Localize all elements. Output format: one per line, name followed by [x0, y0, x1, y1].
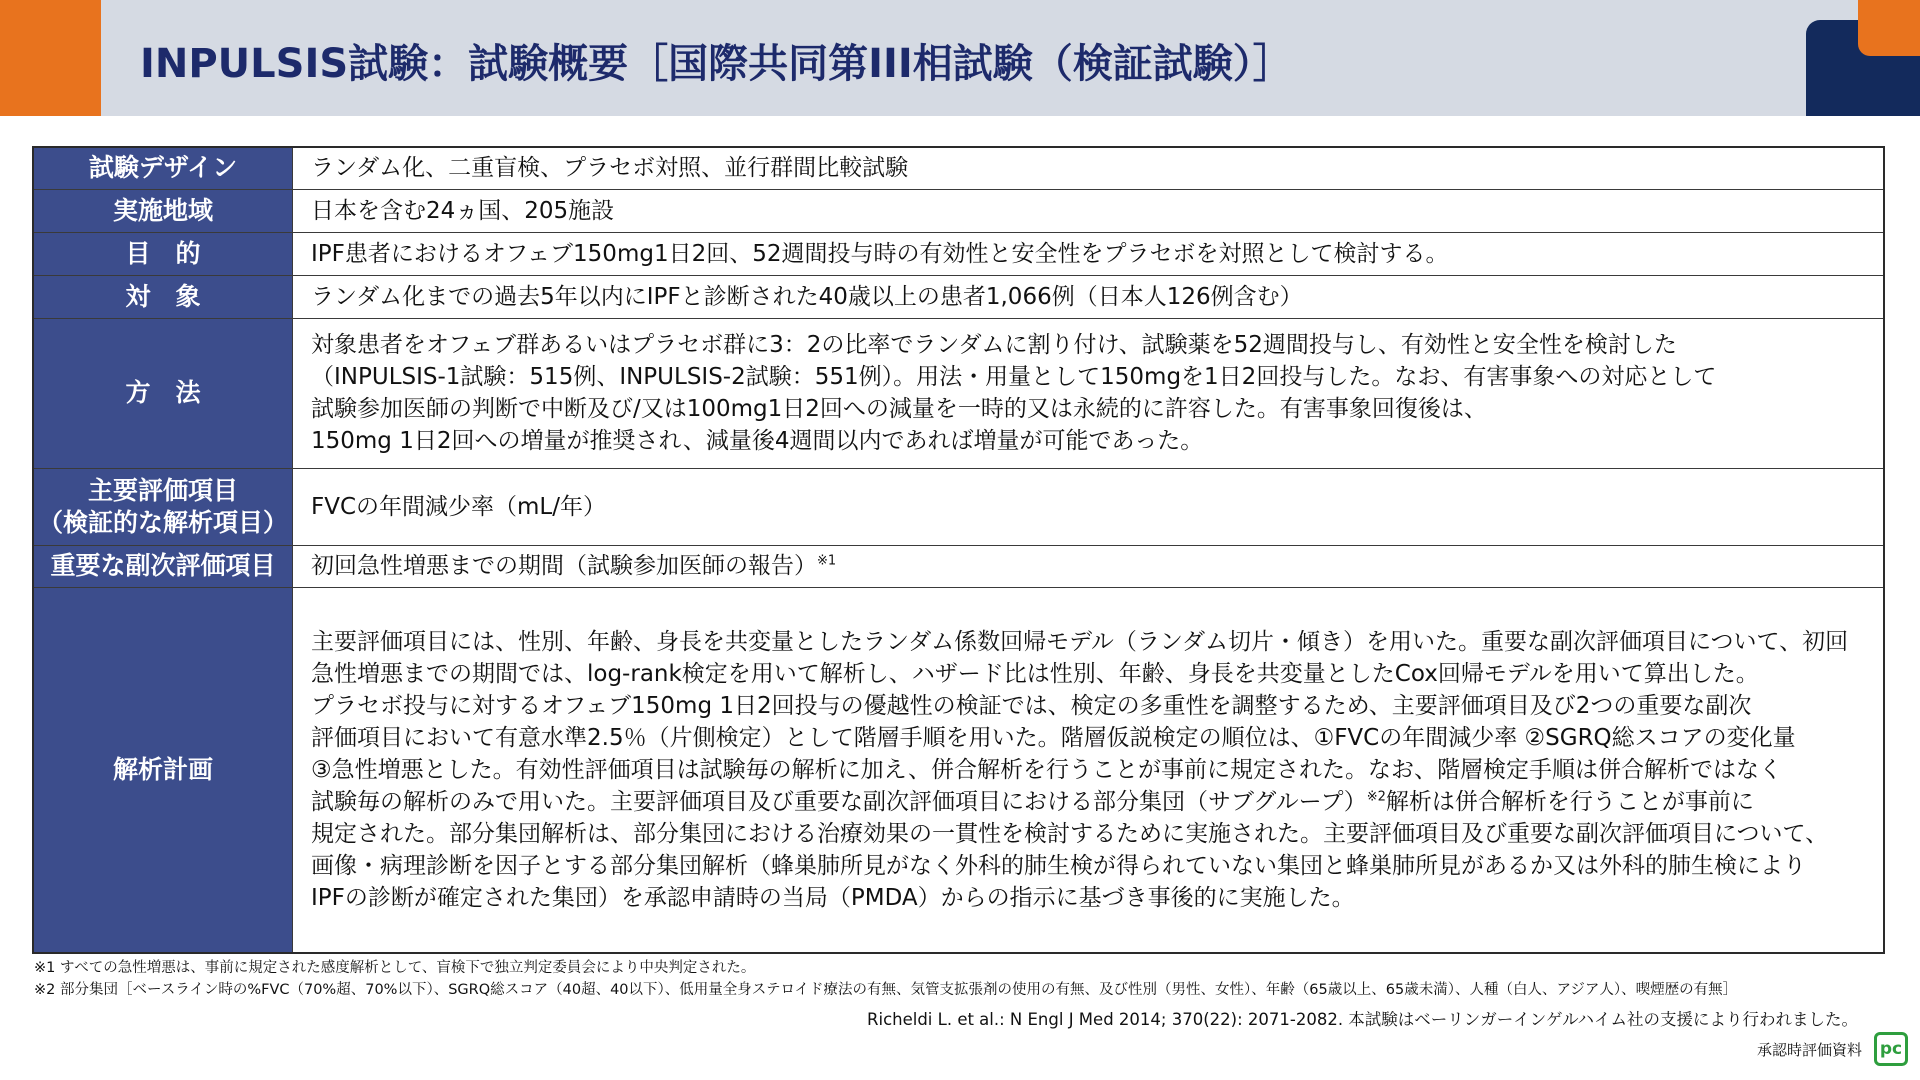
table-row: [33, 468, 1884, 545]
text-line: （INPULSIS-1試験：515例、INPULSIS-2試験：551例）。用法・用量として150mgを1日2回投与した。なお、有害事象への対応として: [311, 364, 1717, 390]
table-row: [33, 587, 1884, 953]
row-label: 解析計画: [33, 587, 293, 953]
row-value: ランダム化までの過去5年以内にIPFと診断された40歳以上の患者1,066例（日本人126例含む）: [293, 275, 1885, 318]
orange-corner-decoration: [1858, 0, 1920, 56]
table-row: [33, 545, 1884, 587]
row-label: 重要な副次評価項目: [33, 545, 293, 587]
table-row: [33, 318, 1884, 468]
orange-accent-block: [0, 0, 101, 116]
footnotes: [34, 957, 1737, 1001]
row-label: 目 的: [33, 232, 293, 275]
approval-material-label: 承認時評価資料: [1756, 1041, 1862, 1059]
header-bar: [0, 0, 1920, 116]
text-line: ③急性増悪とした。有効性評価項目は試験毎の解析に加え、併合解析を行うことが事前に規定された。なお、階層検定手順は併合解析ではなく: [311, 756, 1782, 783]
citation: Richeldi L. et al.: N Engl J Med 2014; 370(22): 2071-2082. 本試験はベーリンガーインゲルハイム社の支援により行われました。: [867, 1010, 1858, 1029]
text-line: [311, 786, 1865, 818]
text-line: 評価項目において有意水準2.5％（片側検定）として階層手順を用いた。階層仮説検定の順位は、①FVCの年間減少率 ②SGRQ総スコアの変化量: [311, 724, 1796, 751]
label-line: （検証的な解析項目）: [37, 507, 288, 537]
table-row: [33, 275, 1884, 318]
row-label: 対 象: [33, 275, 293, 318]
text-line: 対象患者をオフェブ群あるいはプラセボ群に3：2の比率でランダムに割り付け、試験薬を52週間投与し、有効性と安全性を検討した: [311, 332, 1677, 358]
row-value: IPF患者におけるオフェブ150mg1日2回、52週間投与時の有効性と安全性をプラセボを対照として検討する。: [293, 232, 1885, 275]
value-text: 初回急性増悪までの期間（試験参加医師の報告）: [311, 553, 817, 579]
text-line: 画像・病理診断を因子とする部分集団解析（蜂巣肺所見がなく外科的肺生検が得られていない集団と蜂巣肺所見があるか又は外科的肺生検により: [311, 852, 1806, 879]
footnote-mark: ※2: [1366, 789, 1386, 805]
text-line: 150mg 1日2回への増量が推奨され、減量後4週間以内であれば増量が可能であった。: [311, 428, 1204, 454]
row-value: 日本を含む24ヵ国、205施設: [293, 189, 1885, 232]
label-line: 主要評価項目: [87, 475, 238, 505]
row-value: [293, 587, 1885, 953]
footnote: ※1 すべての急性増悪は、事前に規定された感度解析として、盲検下で独立判定委員会により中央判定された。: [34, 960, 756, 976]
text-fragment: 解析は併合解析を行うことが事前に: [1385, 788, 1754, 815]
text-line: プラセボ投与に対するオフェブ150mg 1日2回投与の優越性の検証では、検定の多重性を調整するため、主要評価項目及び2つの重要な副次: [311, 692, 1752, 719]
row-value: [293, 318, 1885, 468]
text-line: 規定された。部分集団解析は、部分集団における治療効果の一貫性を検討するために実施された。主要評価項目及び重要な副次評価項目について、: [311, 820, 1829, 847]
text-line: 急性増悪までの期間では、log-rank検定を用いて解析し、ハザード比は性別、年齢、身長を共変量としたCox回帰モデルを用いて算出した。: [311, 660, 1759, 687]
row-value: ランダム化、二重盲検、プラセボ対照、並行群間比較試験: [293, 147, 1885, 189]
pc-logo-icon: pc: [1874, 1032, 1908, 1066]
row-label: [33, 468, 293, 545]
row-label: 実施地域: [33, 189, 293, 232]
footnote: ※2 部分集団［ベースライン時の%FVC（70%超、70%以下）、SGRQ総スコア（40超、40以下）、低用量全身ステロイド療法の有無、気管支拡張剤の使用の有無、及び性別（男性、女性）、年齢（65歳以上、65歳未満）、人種（白人、アジア人）、喫煙歴の有無］: [34, 982, 1738, 998]
row-label: 試験デザイン: [33, 147, 293, 189]
table-row: [33, 232, 1884, 275]
table-row: [33, 147, 1884, 189]
row-value: [293, 545, 1885, 587]
footnote-mark: ※1: [817, 553, 837, 569]
text-line: IPFの診断が確定された集団）を承認申請時の当局（PMDA）からの指示に基づき事後的に実施した。: [311, 884, 1355, 911]
table-row: [33, 189, 1884, 232]
text-line: 試験参加医師の判断で中断及び/又は100mg1日2回への減量を一時的又は永続的に許容した。有害事象回復後は、: [311, 396, 1487, 422]
text-fragment: 試験毎の解析のみで用いた。主要評価項目及び重要な副次評価項目における部分集団（サブグループ）: [311, 788, 1367, 815]
study-overview-table: [32, 146, 1885, 954]
row-value: FVCの年間減少率（mL/年）: [293, 468, 1885, 545]
page-title: INPULSIS試験：試験概要［国際共同第III相試験（検証試験）］: [140, 41, 1293, 87]
text-line: 主要評価項目には、性別、年齢、身長を共変量としたランダム係数回帰モデル（ランダム切片・傾き）を用いた。重要な副次評価項目について、初回: [311, 628, 1849, 655]
row-label: 方 法: [33, 318, 293, 468]
